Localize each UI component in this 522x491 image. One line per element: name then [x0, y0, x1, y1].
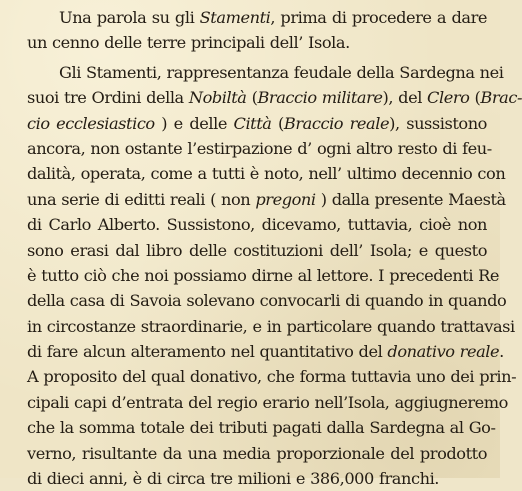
text-line: [27, 111, 487, 136]
italic-term: Braccio militare: [257, 88, 383, 108]
italic-term: Città: [233, 113, 272, 133]
text-run: (: [469, 88, 481, 108]
text-line: [27, 288, 507, 313]
text-run: ) e delle: [154, 113, 234, 133]
text-line: [27, 466, 487, 491]
text-line: [27, 60, 504, 85]
italic-term: donativo reale: [387, 342, 500, 362]
text-run: un cenno delle terre principali dell’ Isola.: [27, 33, 350, 53]
text-line: [27, 136, 492, 161]
text-line: [27, 30, 487, 55]
text-line: [27, 161, 506, 186]
text-run: verno, risultante da una media proporzionale del prodotto: [27, 443, 487, 463]
text-run: sono erasi dal libro delle costituzioni dell’ Isola; e questo: [27, 240, 487, 260]
paragraph-stamenti-intro: [27, 5, 487, 56]
text-run: (: [271, 113, 284, 133]
text-run: , prima di procedere a dare: [270, 8, 487, 27]
text-run: dalità, operata, come a tutti è noto, nell’ ultimo decennio con: [27, 164, 506, 184]
text-run: ), del: [382, 88, 428, 108]
text-line: [27, 390, 508, 415]
text-run: in circostanze straordinarie, e in particolare quando trattavasi: [27, 316, 515, 336]
text-line: [27, 238, 487, 263]
text-run: Gli Stamenti, rappresentanza feudale della Sardegna nei: [59, 62, 504, 82]
text-run: Una parola su gli: [59, 8, 200, 27]
text-run: una serie di editti reali ( non: [27, 189, 256, 209]
text-line: [27, 187, 506, 212]
text-run: ), sussistono: [389, 113, 487, 133]
body-text: [27, 5, 522, 491]
text-line: [27, 314, 515, 339]
text-run: ancora, non ostante l’estirpazione d’ ogni altro resto di feu-: [27, 138, 492, 158]
text-line: [27, 5, 487, 30]
text-line: [27, 85, 522, 110]
text-line: [27, 212, 487, 237]
text-line: [27, 339, 504, 364]
italic-term: Stamenti: [199, 8, 271, 27]
text-run: è tutto ciò che noi possiamo dirne al lettore. I precedenti Re: [27, 265, 500, 285]
italic-term: Clero: [427, 88, 470, 108]
italic-term: Brac-: [480, 88, 522, 108]
italic-term: cio ecclesiastico: [27, 113, 155, 133]
text-line: [27, 441, 487, 466]
text-run: cipali capi d’entrata del regio erario nell’Isola, aggiugneremo: [27, 392, 508, 412]
text-run: ) dalla presente Maestà: [315, 189, 506, 209]
italic-term: Nobiltà: [188, 88, 247, 108]
text-line: [27, 263, 500, 288]
text-run: suoi tre Ordini della: [27, 88, 189, 108]
text-line: [27, 364, 517, 389]
paragraph-stamenti-description: [27, 60, 522, 491]
italic-term: Braccio reale: [283, 113, 390, 133]
text-run: di fare alcun alteramento nel quantitativo del: [27, 342, 388, 362]
text-run: .: [499, 342, 504, 362]
italic-term: pregoni: [255, 189, 316, 209]
text-run: A proposito del qual donativo, che forma tuttavia uno dei prin-: [27, 367, 517, 387]
text-run: della casa di Savoia solevano convocarli di quando in quando: [27, 291, 507, 311]
text-run: che la somma totale dei tributi pagati dalla Sardegna al Go-: [27, 418, 496, 438]
text-run: di Carlo Alberto. Sussistono, dicevamo, tuttavia, cioè non: [27, 215, 487, 235]
text-run: (: [246, 88, 258, 108]
text-line: [27, 415, 496, 440]
text-run: di dieci anni, è di circa tre milioni e 386,000 franchi.: [27, 469, 439, 489]
